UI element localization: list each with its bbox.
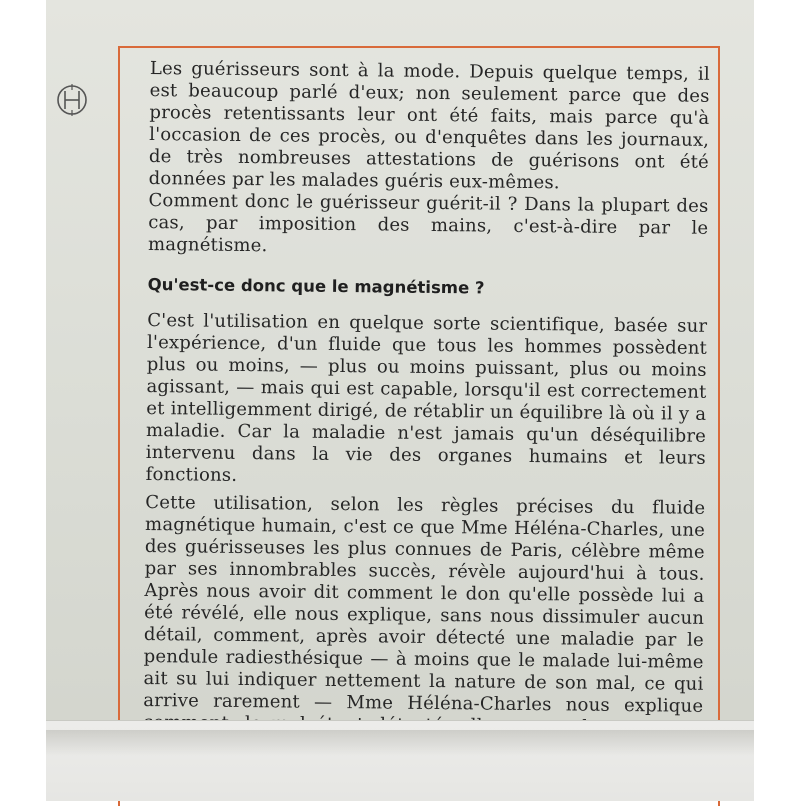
article-body <box>143 58 710 762</box>
section-heading: Qu'est-ce donc que le magnétisme ? <box>147 274 485 298</box>
paragraph-helena-charles: Cette utilisation, selon les règles précises du fluide magnétique humain, c'est ce que Mme Héléna-Charles, une des guérisseuses les plus connues de Paris, célèbre même par ses innombrables succès, révèle aujourd'hui à tous. Après nous avoir dit comment le don qu'elle possède lui a été révélé, elle nous explique, sans nous dissimuler aucun détail, comment, après avoir détecté une maladie par le pendule radiesthésique — à moins que le malade lui-même ait su lui indiquer nettement la nature de son mal, ce qui arrive rarement — Mme Héléna-Charles nous explique <box>143 491 706 717</box>
scan-background-right <box>754 0 800 800</box>
paragraph-question: Comment donc le guérisseur guérit-il ? Dans la plupart des cas, par imposition des mains, c'est-à-dire par le magnétisme. <box>147 189 709 257</box>
paragraph-intro: Les guérisseurs sont à la mode. Depuis quelque temps, il est beaucoup parlé d'eux; non seulement parce que des procès retentissants leur ont été faits, mais parce qu'à l'occasion de ces procès, ou d'enquêtes dans les journaux, de très nombreuses attestations de guérisons ont été données par les malades guéris eux-mêmes. <box>148 58 710 194</box>
scan-background-left <box>0 0 46 800</box>
circular-monogram-icon <box>50 78 94 122</box>
paragraph-definition: C'est l'utilisation en quelque sorte scientifique, basée sur l'expérience, d'un fluide que tous les hommes possèdent plus ou moins, — plus ou moins puissant, plus ou moins agissant, — mais qui est capable, lorsqu'il est correctement et intelligemment dirigé, de rétablir un équilibre là où il y a maladie. Car la maladie n'est jamais qu'un déséquilibre intervenu dans la vie des organes humains et leurs fonctions. <box>145 309 708 486</box>
fold-shadow <box>46 730 754 756</box>
